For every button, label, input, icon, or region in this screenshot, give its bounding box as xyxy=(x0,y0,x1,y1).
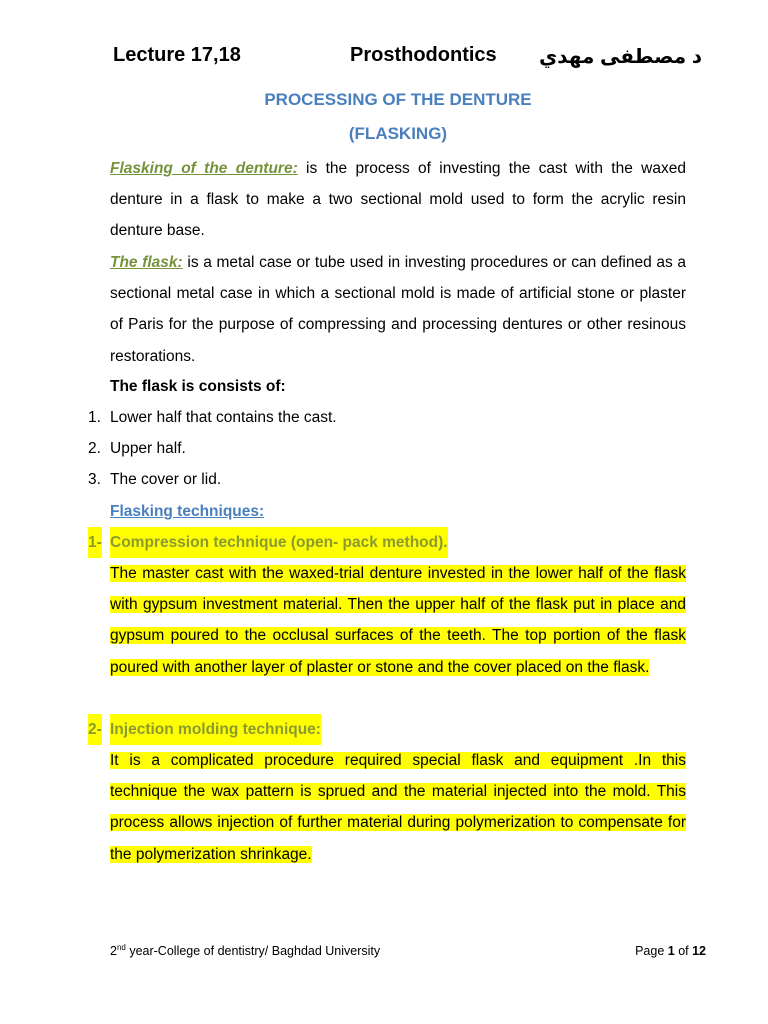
page-header xyxy=(0,44,768,74)
author-name: د مصطفى مهدي xyxy=(538,46,702,68)
subject-title: Prosthodontics xyxy=(350,44,497,66)
list-item-text: Lower half that contains the cast. xyxy=(110,409,337,426)
technique-number: 2- xyxy=(88,714,102,745)
page-word: Page xyxy=(635,944,668,958)
flask-definition xyxy=(110,247,686,372)
document-subtitle: (FLASKING) xyxy=(348,124,448,143)
technique-2-body xyxy=(110,745,686,870)
of-word: of xyxy=(674,944,693,958)
techniques-heading: Flasking techniques: xyxy=(110,503,265,520)
footer-year: 2 xyxy=(110,944,117,958)
list-item-text: The cover or lid. xyxy=(110,471,222,488)
footer-college: year-College of dentistry/ Baghdad University xyxy=(125,944,381,958)
technique-number: 1- xyxy=(88,527,102,558)
technique-1-body xyxy=(110,558,686,683)
footer-year-suffix: nd xyxy=(116,942,126,952)
technique-body-text: The master cast with the waxed-trial denture invested in the lower half of the flask with gypsum investment material. Then the upper half of the flask put in place and gypsum poured to the occlusal surfaces of the teeth. The top portion of the flask poured with another layer of plaster or stone and the cover placed on the flask. xyxy=(110,565,686,676)
document-title: PROCESSING OF THE DENTURE xyxy=(264,90,532,109)
list-item-number: 1. xyxy=(88,409,101,426)
flask-term: The flask: xyxy=(110,254,183,271)
flasking-definition xyxy=(110,153,686,247)
page-number xyxy=(635,944,706,958)
consists-heading: The flask is consists of: xyxy=(110,378,286,395)
flasking-term: Flasking of the denture: xyxy=(110,160,298,177)
list-item-text: Upper half. xyxy=(110,440,186,457)
technique-title: Injection molding technique: xyxy=(110,714,321,745)
flasking-definition-text: is the process of investing the cast with the waxed denture in a flask to make a two sectional mold used to form the acrylic resin denture base. xyxy=(110,160,686,240)
current-page: 1 xyxy=(667,944,675,958)
lecture-number: Lecture 17,18 xyxy=(113,44,241,66)
list-item-number: 3. xyxy=(88,471,101,488)
total-pages: 12 xyxy=(692,944,706,958)
technique-title: Compression technique (open- pack method). xyxy=(110,527,448,558)
flask-definition-text: is a metal case or tube used in investing procedures or can defined as a sectional metal case in which a sectional mold is made of artificial stone or plaster of Paris for the purpose of compressing and processing dentures or other resinous restorations. xyxy=(110,254,687,365)
technique-body-text: It is a complicated procedure required special flask and equipment .In this technique the wax pattern is sprued and the material injected into the mold. This process allows injection of further material during polymerization to compensate for the polymerization shrinkage. xyxy=(110,752,686,863)
list-item-number: 2. xyxy=(88,440,101,457)
footer-institution xyxy=(110,944,380,958)
